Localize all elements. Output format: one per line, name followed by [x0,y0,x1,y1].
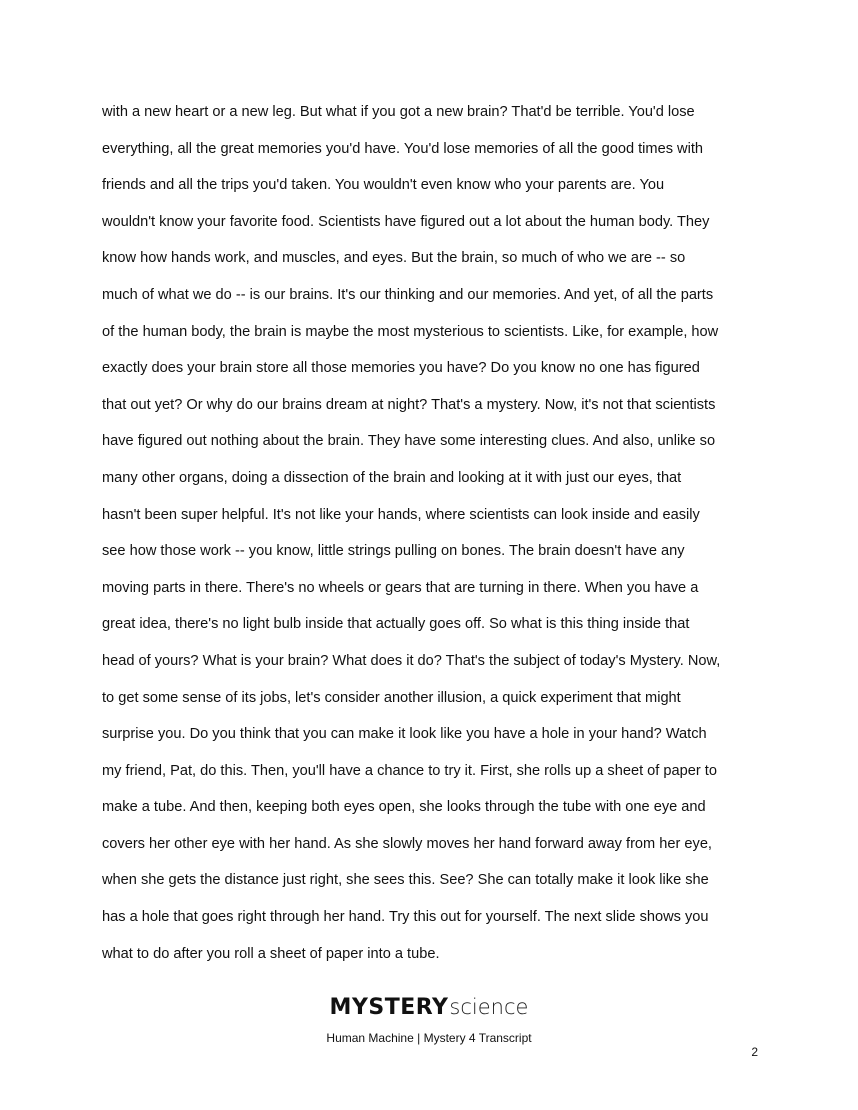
transcript-body [102,97,762,975]
transcript-line: make a tube. And then, keeping both eyes open, she looks through the tube with one eye and [102,799,706,816]
footer-caption: Human Machine | Mystery 4 Transcript [326,1031,532,1045]
transcript-line: great idea, there's no light bulb inside that actually goes off. So what is this thing inside that [102,616,690,633]
transcript-line: hasn't been super helpful. It's not like your hands, where scientists can look inside and easily [102,506,700,523]
transcript-line: see how those work -- you know, little strings pulling on bones. The brain doesn't have any [102,543,685,560]
logo-wordmark-bold: MYSTERY [329,995,449,1020]
transcript-line: to get some sense of its jobs, let's consider another illusion, a quick experiment that might [102,689,681,706]
transcript-line: head of yours? What is your brain? What does it do? That's the subject of today's Mystery. Now, [102,652,721,669]
logo-wordmark-light: science [449,995,529,1019]
transcript-line: covers her other eye with her hand. As she slowly moves her hand forward away from her eye, [102,835,712,852]
transcript-line: when she gets the distance just right, she sees this. See? She can totally make it look like she [102,872,709,889]
transcript-line: everything, all the great memories you'd have. You'd lose memories of all the good times with [102,140,703,157]
transcript-line: exactly does your brain store all those memories you have? Do you know no one has figured [102,360,700,377]
transcript-line: of the human body, the brain is maybe the most mysterious to scientists. Like, for example, how [102,323,719,340]
transcript-line: moving parts in there. There's no wheels or gears that are turning in there. When you have a [102,579,699,596]
transcript-line: that out yet? Or why do our brains dream at night? That's a mystery. Now, it's not that scientists [102,396,716,413]
mystery-science-logo [0,995,858,1020]
transcript-line: much of what we do -- is our brains. It's our thinking and our memories. And yet, of all the parts [102,286,714,303]
transcript-line: what to do after you roll a sheet of paper into a tube. [102,945,440,962]
transcript-line: surprise you. Do you think that you can make it look like you have a hole in your hand? Watch [102,726,707,743]
transcript-line: have figured out nothing about the brain. They have some interesting clues. And also, unlike so [102,433,716,450]
transcript-line: my friend, Pat, do this. Then, you'll have a chance to try it. First, she rolls up a sheet of paper to [102,762,717,779]
transcript-line: friends and all the trips you'd taken. You wouldn't even know who your parents are. You [102,177,665,194]
transcript-line: has a hole that goes right through her hand. Try this out for yourself. The next slide shows you [102,909,709,926]
page-number: 2 [751,1045,758,1059]
transcript-line: with a new heart or a new leg. But what if you got a new brain? That'd be terrible. You'd lose [102,104,695,120]
transcript-line: know how hands work, and muscles, and eyes. But the brain, so much of who we are -- so [102,250,686,267]
transcript-line: wouldn't know your favorite food. Scientists have figured out a lot about the human body. They [102,213,710,230]
transcript-line: many other organs, doing a dissection of the brain and looking at it with just our eyes, that [102,469,682,486]
